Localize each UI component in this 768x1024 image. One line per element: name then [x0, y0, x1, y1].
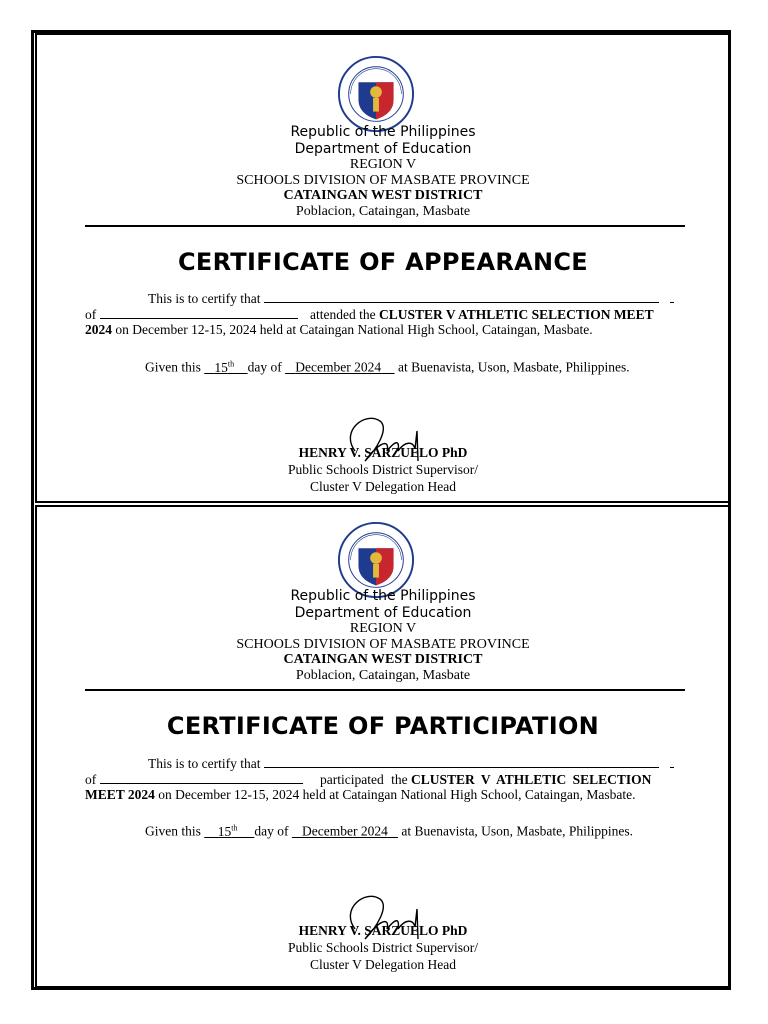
given-day: 15 — [217, 823, 232, 839]
event-name-a: CLUSTER V ATHLETIC SELECTION MEET — [378, 307, 654, 322]
department-text: Department of Education — [294, 141, 472, 157]
certify-line — [148, 755, 674, 772]
address-text: Poblacion, Cataingan, Masbate — [295, 204, 471, 219]
division-text: SCHOOLS DIVISION OF MASBATE PROVINCE — [236, 637, 530, 652]
district-text: CATAINGAN WEST DISTRICT — [283, 188, 483, 203]
event-name-a: CLUSTER V ATHLETIC SELECTION — [410, 772, 652, 787]
certificate-title: CERTIFICATE OF PARTICIPATION — [166, 712, 600, 740]
of-word: of — [85, 772, 97, 787]
event-name-b: 2024 — [85, 322, 112, 337]
signatory-name: HENRY V. SARZUELO PhD — [298, 923, 468, 938]
event-name-b: MEET 2024 — [85, 787, 155, 802]
name-blank — [264, 755, 659, 768]
given-line — [145, 356, 630, 376]
event-details: on December 12-15, 2024 held at Cataingan National High School, Cataingan, Masbate. — [115, 322, 593, 337]
signatory-name: HENRY V. SARZUELO PhD — [298, 445, 468, 460]
day-of-text: day of — [254, 823, 289, 839]
header-divider — [85, 225, 685, 227]
school-blank — [100, 306, 298, 319]
certify-prefix: This is to certify that — [148, 756, 261, 771]
certificate-participation — [35, 505, 731, 988]
district-text: CATAINGAN WEST DISTRICT — [283, 652, 483, 667]
event-details: on December 12-15, 2024 held at Cataingan National High School, Cataingan, Masbate. — [158, 787, 636, 802]
of-word: of — [85, 307, 97, 322]
verb-text: participated the — [320, 772, 408, 787]
deped-seal-icon — [337, 55, 415, 133]
details-line — [85, 787, 636, 803]
given-day-suffix: th — [227, 359, 235, 368]
given-day: 15 — [214, 359, 228, 375]
name-blank-end — [670, 755, 674, 768]
region-text: REGION V — [349, 621, 417, 636]
name-blank-end — [670, 290, 674, 303]
region-text: REGION V — [349, 157, 417, 172]
signatory-position-2: Cluster V Delegation Head — [309, 957, 457, 972]
address-text: Poblacion, Cataingan, Masbate — [295, 668, 471, 683]
given-prefix: Given this — [145, 359, 201, 375]
division-text: SCHOOLS DIVISION OF MASBATE PROVINCE — [236, 173, 530, 188]
verb-text: attended the — [310, 307, 376, 322]
given-place: at Buenavista, Uson, Masbate, Philippines. — [401, 823, 634, 839]
given-prefix: Given this — [145, 823, 201, 839]
given-month-year: December 2024 — [295, 359, 382, 375]
given-day-suffix: th — [231, 823, 238, 832]
school-line — [85, 771, 651, 788]
day-of-text: day of — [247, 359, 282, 375]
republic-text: Republic of the Philippines — [290, 588, 476, 604]
school-line — [85, 306, 654, 323]
given-month-year: December 2024 — [301, 823, 388, 839]
certify-line — [148, 290, 674, 307]
given-line: Given this _15th__ day of December 2024 at Buenavista, Uson, Masbate, Philippines. — [145, 823, 634, 839]
given-place: at Buenavista, Uson, Masbate, Philippines. — [397, 359, 630, 375]
signatory-position-2: Cluster V Delegation Head — [309, 479, 457, 494]
signatory-position-1: Public Schools District Supervisor/ — [287, 940, 479, 955]
department-text: Department of Education — [294, 605, 472, 621]
school-blank — [100, 771, 303, 784]
details-line — [85, 322, 593, 338]
certificate-title: CERTIFICATE OF APPEARANCE — [177, 248, 588, 276]
republic-text: Republic of the Philippines — [290, 124, 476, 140]
certificate-appearance — [35, 33, 731, 503]
signatory-position-1: Public Schools District Supervisor/ — [287, 462, 479, 477]
header-divider — [85, 689, 685, 691]
certify-prefix: This is to certify that — [148, 291, 261, 306]
name-blank — [264, 290, 659, 303]
